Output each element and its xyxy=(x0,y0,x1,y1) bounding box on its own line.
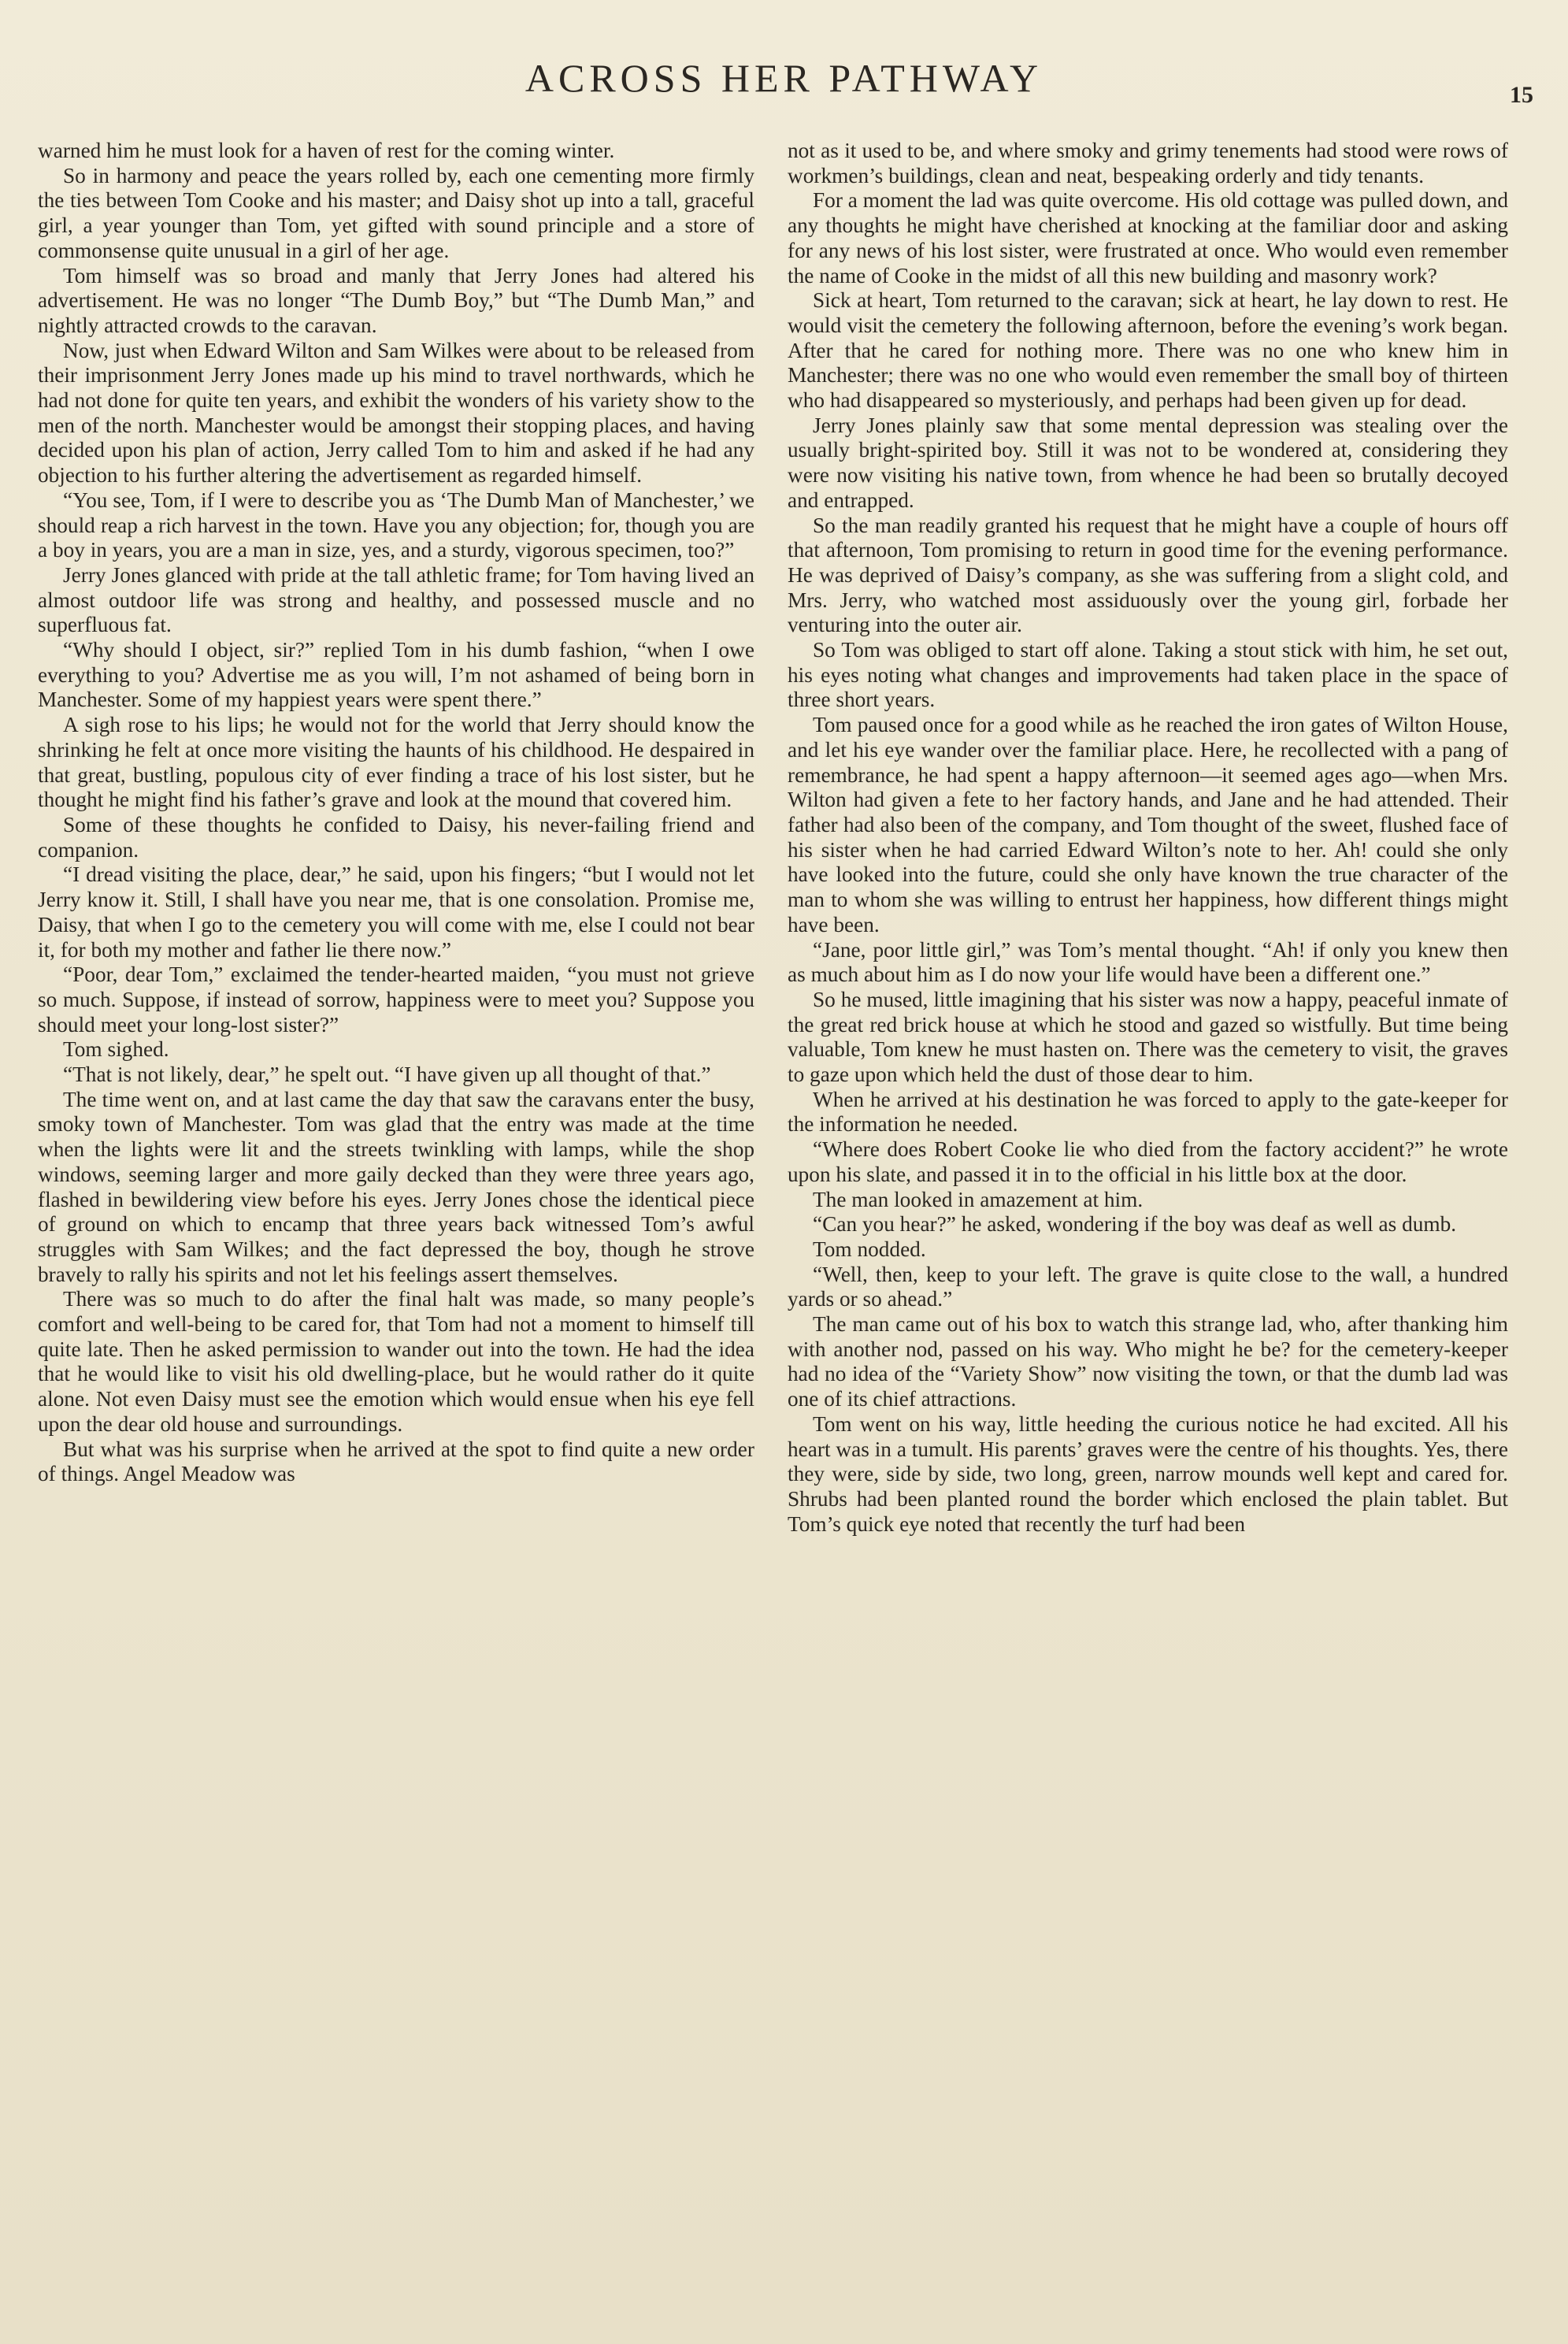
paragraph: So he mused, little imagining that his sister was now a happy, peaceful inmate of the great red brick house at which he stood and gazed so wistfully. But time being valuable, Tom knew he must hasten on. There was the cemetery to visit, the graves to gaze upon which held the dust of those dear to him. xyxy=(788,987,1508,1087)
paragraph: “That is not likely, dear,” he spelt out. “I have given up all thought of that.” xyxy=(63,1063,711,1087)
paragraph: So Tom was obliged to start off alone. Taking a stout stick with him, he set out, his eyes noting what changes and improvements had taken place in the space of three short years. xyxy=(788,638,1508,712)
paragraph: warned him he must look for a haven of rest for the coming winter. xyxy=(38,139,615,162)
paragraph: Tom went on his way, little heeding the curious notice he had excited. All his heart was in a tumult. His parents’ graves were the centre of his thoughts. Yes, there they were, side by side, two long, green, narrow mounds well kept and cared for. Shrubs had been planted round the border which enclosed the plain tablet. But Tom’s quick eye noted that recently the turf had been xyxy=(788,1411,1508,1536)
paragraph: Sick at heart, Tom returned to the caravan; sick at heart, he lay down to rest. He would visit the cemetery the following afternoon, before the evening’s work began. After that he cared for nothing more. There was no one who knew him in Manchester; there was no one who would even remember the small boy of thirteen who had disappeared so mysteriously, and perhaps had been given up for dead. xyxy=(788,288,1508,413)
paragraph: “Poor, dear Tom,” exclaimed the tender-hearted maiden, “you must not grieve so much. Suppose, if instead of sorrow, happiness were to meet you? Suppose you should meet your long-lost sister?” xyxy=(38,962,754,1037)
paragraph: The man looked in amazement at him. xyxy=(813,1187,1144,1211)
paragraph: Jerry Jones plainly saw that some mental depression was stealing over the usually bright-spirited boy. Still it was not to be wondered at, considering they were now visiting his native town, from whence he had been so brutally decoyed and entrapped. xyxy=(788,413,1508,512)
paragraph: Tom nodded. xyxy=(813,1237,926,1261)
running-title: ACROSS HER PATHWAY xyxy=(525,56,1043,100)
paragraph: Tom sighed. xyxy=(63,1037,169,1062)
paragraph: So the man readily granted his request that he might have a couple of hours off that afternoon, Tom promising to return in good time for the evening performance. He was deprived of Daisy’s company, as she was suffering from a slight cold, and Mrs. Jerry, who watched most assiduously over the young girl, forbade her venturing into the outer air. xyxy=(788,513,1508,637)
paragraph: “I dread visiting the place, dear,” he said, upon his fingers; “but I would not let Jerry know it. Still, I shall have you near me, that is one consolation. Promise me, Daisy, that when I go to the cemetery you will come with me, else I could not bear it, for both my mother and father lie there now.” xyxy=(38,862,754,962)
paragraph: When he arrived at his destination he was forced to apply to the gate-keeper for the information he needed. xyxy=(788,1087,1508,1137)
paragraph: So in harmony and peace the years rolled by, each one cementing more firmly the ties between Tom Cooke and his master; and Daisy shot up into a tall, graceful girl, a year younger than Tom, yet gifted with sound principle and a store of commonsense quite unusual in a girl of her age. xyxy=(38,163,754,262)
paragraph: “Where does Robert Cooke lie who died from the factory accident?” he wrote upon his slate, and passed it in to the official in his little box at the door. xyxy=(788,1137,1508,1186)
left-column xyxy=(38,139,754,2309)
paragraph: The man came out of his box to watch this strange lad, who, after thanking him with another nod, passed on his way. Who might he be? for the cemetery-keeper had no idea of the “Variety Show” now visiting the town, or that the dumb lad was one of its chief attractions. xyxy=(788,1312,1508,1411)
paragraph: “You see, Tom, if I were to describe you as ‘The Dumb Man of Manchester,’ we should reap a rich harvest in the town. Have you any objection; for, though you are a boy in years, you are a man in size, yes, and a sturdy, vigorous specimen, too?” xyxy=(38,488,754,562)
paragraph: Now, just when Edward Wilton and Sam Wilkes were about to be released from their imprisonment Jerry Jones made up his mind to travel northwards, which he had not done for quite ten years, and exhibit the wonders of his variety show to the men of the north. Manchester would be amongst their stopping places, and having decided upon his plan of action, Jerry called Tom to him and asked if he had any objection to his further altering the advertisement as regarded himself. xyxy=(38,338,754,488)
paragraph: “Can you hear?” he asked, wondering if the boy was deaf as well as dumb. xyxy=(813,1212,1457,1237)
paragraph: “Jane, poor little girl,” was Tom’s mental thought. “Ah! if only you knew then as much about him as I do now your life would have been a different one.” xyxy=(788,937,1508,987)
paragraph: Some of these thoughts he confided to Daisy, his never-failing friend and companion. xyxy=(38,812,754,862)
paragraph: There was so much to do after the final halt was made, so many people’s comfort and well-being to be cared for, that Tom had not a moment to himself till quite late. Then he asked permission to wander out into the town. He had the idea that he would like to visit his old dwelling-place, but he would rather do it quite alone. Not even Daisy must see the emotion which would ensue when his eye fell upon the dear old house and surroundings. xyxy=(38,1287,754,1436)
paragraph: Jerry Jones glanced with pride at the tall athletic frame; for Tom having lived an almost outdoor life was strong and healthy, and possessed muscle and no superfluous fat. xyxy=(38,562,754,637)
paragraph: The time went on, and at last came the day that saw the caravans enter the busy, smoky town of Manchester. Tom was glad that the entry was made at the time when the lights were lit and the streets twinkling with lamps, while the shop windows, seeming larger and more gaily decked than they were three years ago, flashed in bewildering view before his eyes. Jerry Jones chose the identical piece of ground on which to encamp that three years back witnessed Tom’s awful struggles with Sam Wilkes; and the fact depressed the boy, though he strove bravely to rally his spirits and not let his feelings assert themselves. xyxy=(38,1087,754,1286)
paragraph: For a moment the lad was quite overcome. His old cottage was pulled down, and any thoughts he might have cherished at knocking at the familiar door and asking for any news of his lost sister, were frustrated at once. Who would even remember the name of Cooke in the midst of all this new building and masonry work? xyxy=(788,188,1508,287)
right-column xyxy=(788,139,1508,2309)
paragraph: “Well, then, keep to your left. The grave is quite close to the wall, a hundred yards or so ahead.” xyxy=(788,1262,1508,1311)
paragraph: not as it used to be, and where smoky and grimy tenements had stood were rows of workmen’s buildings, clean and neat, bespeaking orderly and tidy tenants. xyxy=(788,139,1508,187)
paragraph: A sigh rose to his lips; he would not for the world that Jerry should know the shrinking he felt at once more visiting the haunts of his childhood. He despaired in that great, bustling, populous city of ever finding a trace of his lost sister, but he thought he might find his father’s grave and look at the mound that covered him. xyxy=(38,713,754,812)
page-number: 15 xyxy=(1510,82,1533,108)
paragraph: Tom himself was so broad and manly that Jerry Jones had altered his advertisement. He was no longer “The Dumb Boy,” but “The Dumb Man,” and nightly attracted crowds to the caravan. xyxy=(38,263,754,337)
paragraph: “Why should I object, sir?” replied Tom in his dumb fashion, “when I owe everything to you? Advertise me as you will, I’m not ashamed of being born in Manchester. Some of my happiest years were spent there.” xyxy=(38,638,754,712)
paragraph: Tom paused once for a good while as he reached the iron gates of Wilton House, and let his eye wander over the familiar place. Here, he recollected with a pang of remembrance, he had spent a happy afternoon—it seemed ages ago—when Mrs. Wilton had given a fete to her factory hands, and Jane and he had attended. Their father had also been of the company, and Tom thought of the sweet, flushed face of his sister when he had carried Edward Wilton’s note to her. Ah! could she only have looked into the future, could she only have known the true character of the man to whom she was willing to entrust her happiness, how different things might have been. xyxy=(788,713,1508,936)
paragraph: But what was his surprise when he arrived at the spot to find quite a new order of things. Angel Meadow was xyxy=(38,1437,754,1486)
